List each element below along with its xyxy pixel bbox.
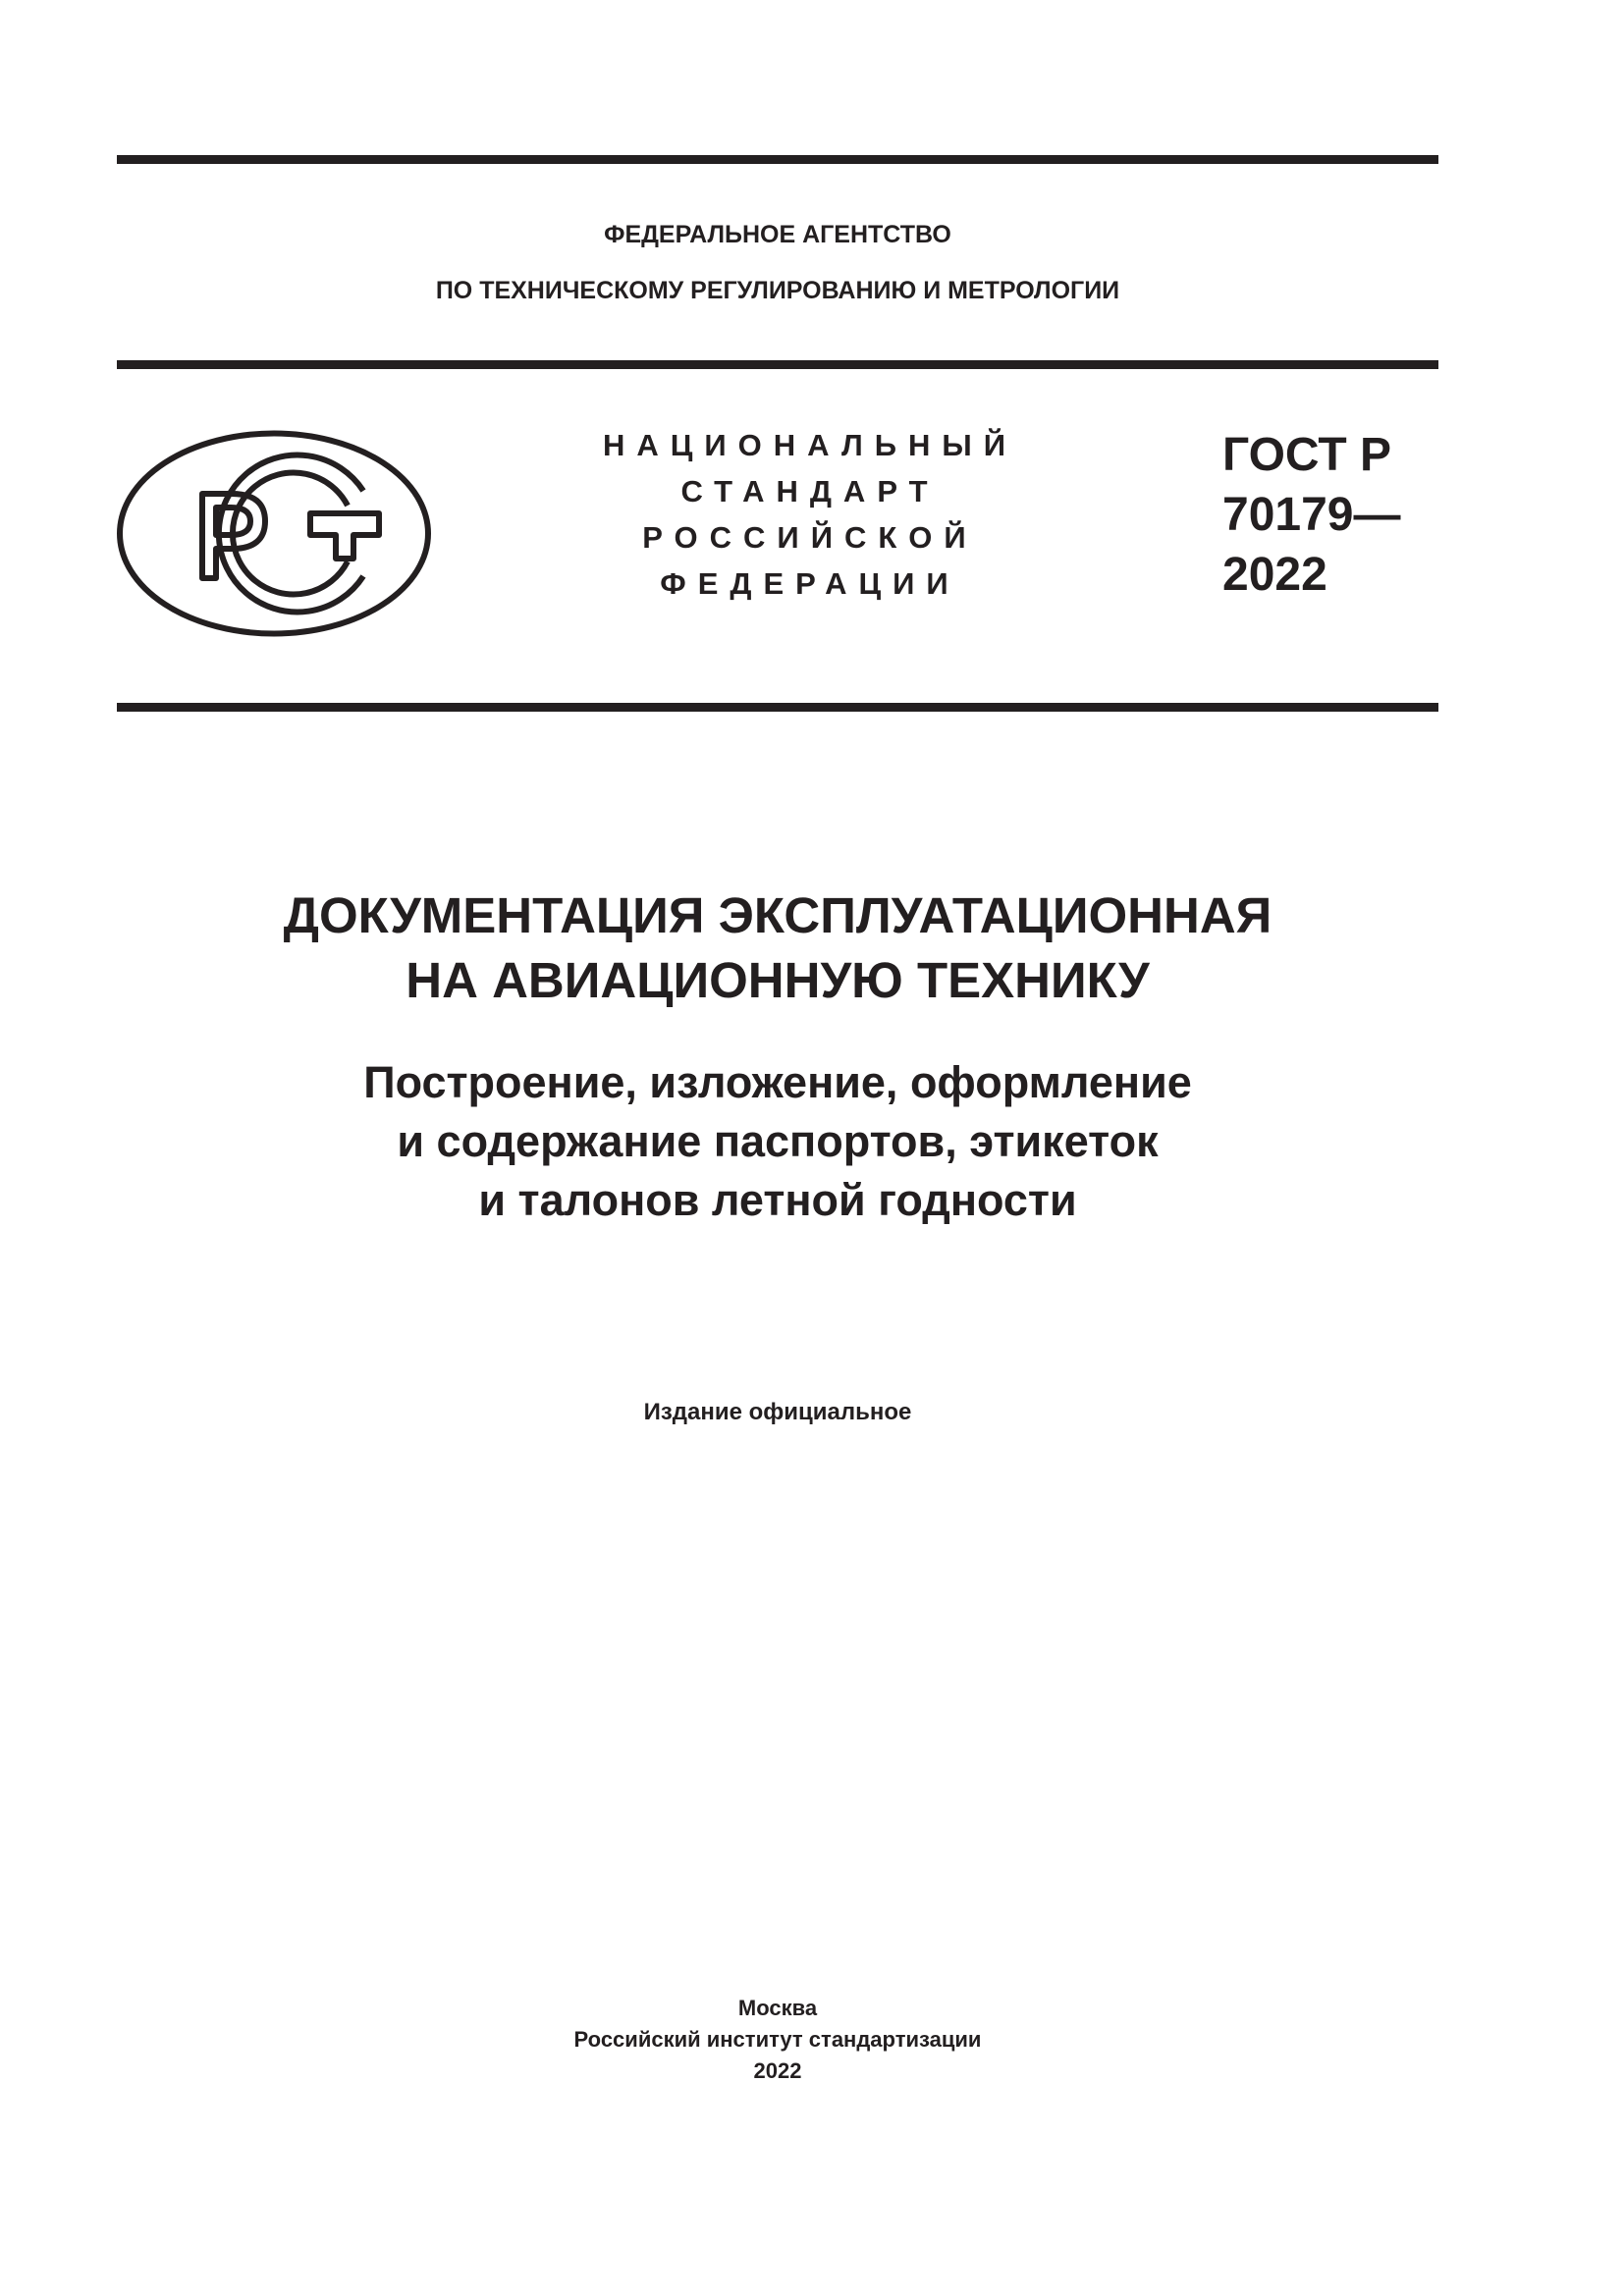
national-standard-label [579,422,1041,607]
document-title-line-2: НА АВИАЦИОННУЮ ТЕХНИКУ [406,952,1150,1008]
document-subtitle-line-2: и содержание паспортов, этикеток [397,1116,1159,1166]
publisher-imprint [117,1993,1438,2087]
document-title-line-1: ДОКУМЕНТАЦИЯ ЭКСПЛУАТАЦИОННАЯ [283,887,1272,943]
imprint-city: Москва [737,1996,818,2020]
national-standard-line-3: РОССИЙСКОЙ [642,520,978,555]
imprint-year: 2022 [753,2058,802,2083]
agency-line-2: ПО ТЕХНИЧЕСКОМУ РЕГУЛИРОВАНИЮ И МЕТРОЛОГИИ [435,277,1120,304]
gost-designation-line-2: 70179— [1222,489,1401,541]
document-subtitle-line-3: и талонов летной годности [478,1175,1077,1225]
national-standard-line-1: НАЦИОНАЛЬНЫЙ [602,428,1018,462]
rst-certification-mark-icon [116,429,432,638]
gost-designation-line-1: ГОСТ Р [1222,429,1392,481]
bottom-divider [117,703,1438,712]
national-standard-line-4: ФЕДЕРАЦИИ [660,566,960,601]
agency-header [117,207,1438,319]
top-divider [117,155,1438,164]
middle-divider [117,360,1438,369]
national-standard-line-2: СТАНДАРТ [680,474,940,508]
gost-designation-line-3: 2022 [1222,549,1327,601]
document-subtitle-line-1: Построение, изложение, оформление [363,1057,1192,1107]
edition-note: Издание официальное [643,1399,912,1425]
gost-designation [1222,425,1400,605]
document-title [117,883,1438,1013]
agency-line-1: ФЕДЕРАЛЬНОЕ АГЕНТСТВО [604,221,951,248]
imprint-publisher: Российский институт стандартизации [573,2027,982,2052]
document-subtitle [117,1053,1438,1230]
